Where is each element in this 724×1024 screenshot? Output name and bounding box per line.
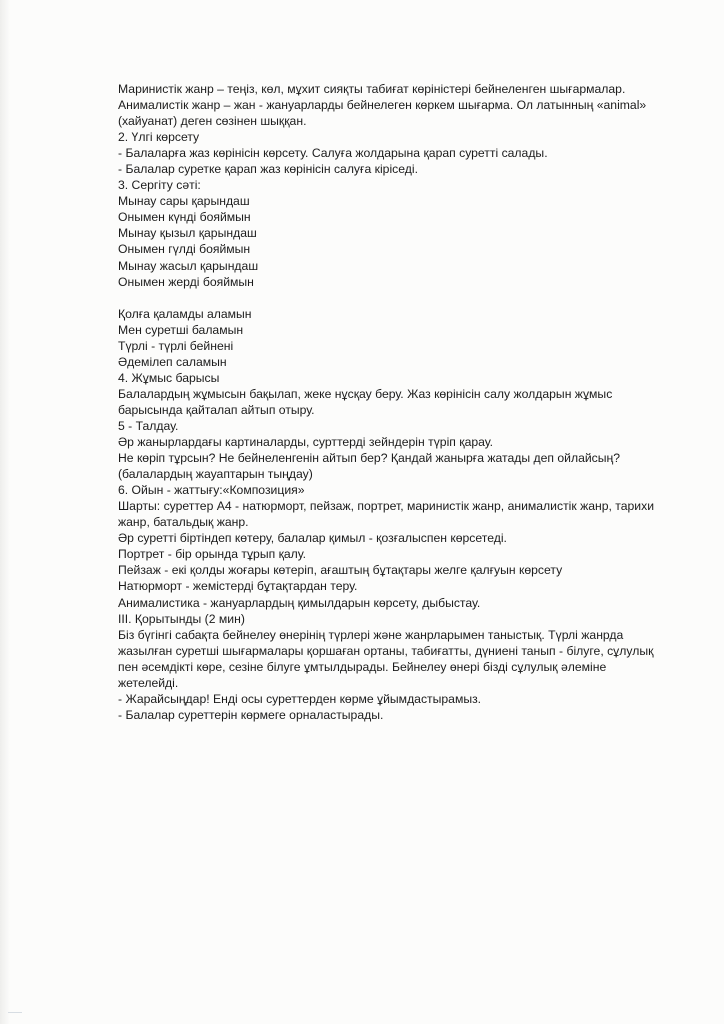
text-line: Шарты: суреттер А4 - натюрморт, пейзаж, портрет, маринистік жанр, анималистік жанр, тарихи xyxy=(118,499,655,514)
text-line: Натюрморт - жемістерді бұтақтардан теру. xyxy=(118,579,358,594)
poem-line: Әдемілеп саламын xyxy=(118,354,227,369)
text-line: Маринистік жанр – теңіз, көл, мұхит сияқты табиғат көріністері бейнеленген шығармалар. xyxy=(118,82,626,96)
blank-line xyxy=(118,290,710,306)
text-line: Не көріп тұрсын? Не бейнеленгенін айтып бер? Қандай жанырға жатады деп ойлайсың? xyxy=(118,451,621,466)
section-heading: III. Қорытынды (2 мин) xyxy=(118,611,245,626)
text-line: - Жарайсыңдар! Енді осы суреттерден көрме ұйымдастырамыз. xyxy=(118,691,482,706)
text-line: Анималистика - жануарлардың қимылдарын көрсету, дыбыстау. xyxy=(118,595,481,610)
scan-artifact-mark xyxy=(8,1012,22,1013)
poem-line: Онымен күнді бояймын xyxy=(118,210,251,225)
poem-line: Онымен гүлді бояймын xyxy=(118,242,251,257)
scan-shadow-edge xyxy=(0,0,10,1024)
section-heading: 6. Ойын - жаттығу:«Композиция» xyxy=(118,483,305,498)
text-line: Балалардың жұмысын бақылап, жеке нұсқау беру. Жаз көрінісін салу жолдарын жұмыс xyxy=(118,386,613,401)
text-line: пен әсемдікті көре, сезіне білуге ұмтылдырады. Бейнелеу өнері бізді сұлулық әлеміне xyxy=(118,659,607,674)
poem-line: Түрлі - түрлі бейнені xyxy=(118,338,234,353)
text-line: Біз бүгінгі сабақта бейнелеу өнерінің түрлері және жанрларымен таныстық. Түрлі жанрда xyxy=(118,627,624,642)
text-line: барысында қайталап айтып отыру. xyxy=(118,402,315,417)
poem-line: Қолға қаламды аламын xyxy=(118,306,252,321)
text-line: - Балаларға жаз көрінісін көрсету. Салуға жолдарына қарап суретті салады. xyxy=(118,146,548,161)
text-line: жанр, батальдық жанр. xyxy=(118,515,249,530)
poem-line: Онымен жерді бояймын xyxy=(118,274,254,289)
poem-line: Мынау қызыл қарындаш xyxy=(118,226,257,241)
section-heading: 3. Сергіту сәті: xyxy=(118,178,201,193)
section-heading: 5 - Талдау. xyxy=(118,418,179,433)
text-line: Әр жанырлардағы картиналарды, сурттерді зейндерін түріп қарау. xyxy=(118,435,494,450)
text-line: жазылған суретші шығармалары қоршаған ортаны, табиғатты, дүниені танып - білуге, сұлулық xyxy=(118,643,654,658)
section-heading: 4. Жұмыс барысы xyxy=(118,370,220,385)
text-line: Пейзаж - екі қолды жоғары көтеріп, ағаштың бұтақтары желге қалғуын көрсету xyxy=(118,563,563,578)
text-line: Әр суретті біртіндеп көтеру, балалар қимыл - қозғалыспен көрсетеді. xyxy=(118,531,507,546)
text-line: - Балалар суреттерін көрмеге орналастырады. xyxy=(118,707,384,722)
document-body xyxy=(118,81,710,723)
poem-line: Мынау сары қарындаш xyxy=(118,194,250,209)
poem-line: Мынау жасыл қарындаш xyxy=(118,258,259,273)
text-line: (балалардың жауаптарын тыңдау) xyxy=(118,467,313,482)
text-line: Анималистік жанр – жан - жануарларды бейнелеген көркем шығарма. Ол латынның «animal» xyxy=(118,98,647,113)
section-heading: 2. Үлгі көрсету xyxy=(118,130,200,145)
text-line: Портрет - бір орында тұрып қалу. xyxy=(118,547,307,562)
text-line: (хайуанат) деген сөзінен шыққан. xyxy=(118,114,307,129)
poem-line: Мен суретші баламын xyxy=(118,322,244,337)
text-line: жетелейді. xyxy=(118,675,179,690)
text-line: - Балалар суретке қарап жаз көрінісін салуға кіріседі. xyxy=(118,162,418,177)
